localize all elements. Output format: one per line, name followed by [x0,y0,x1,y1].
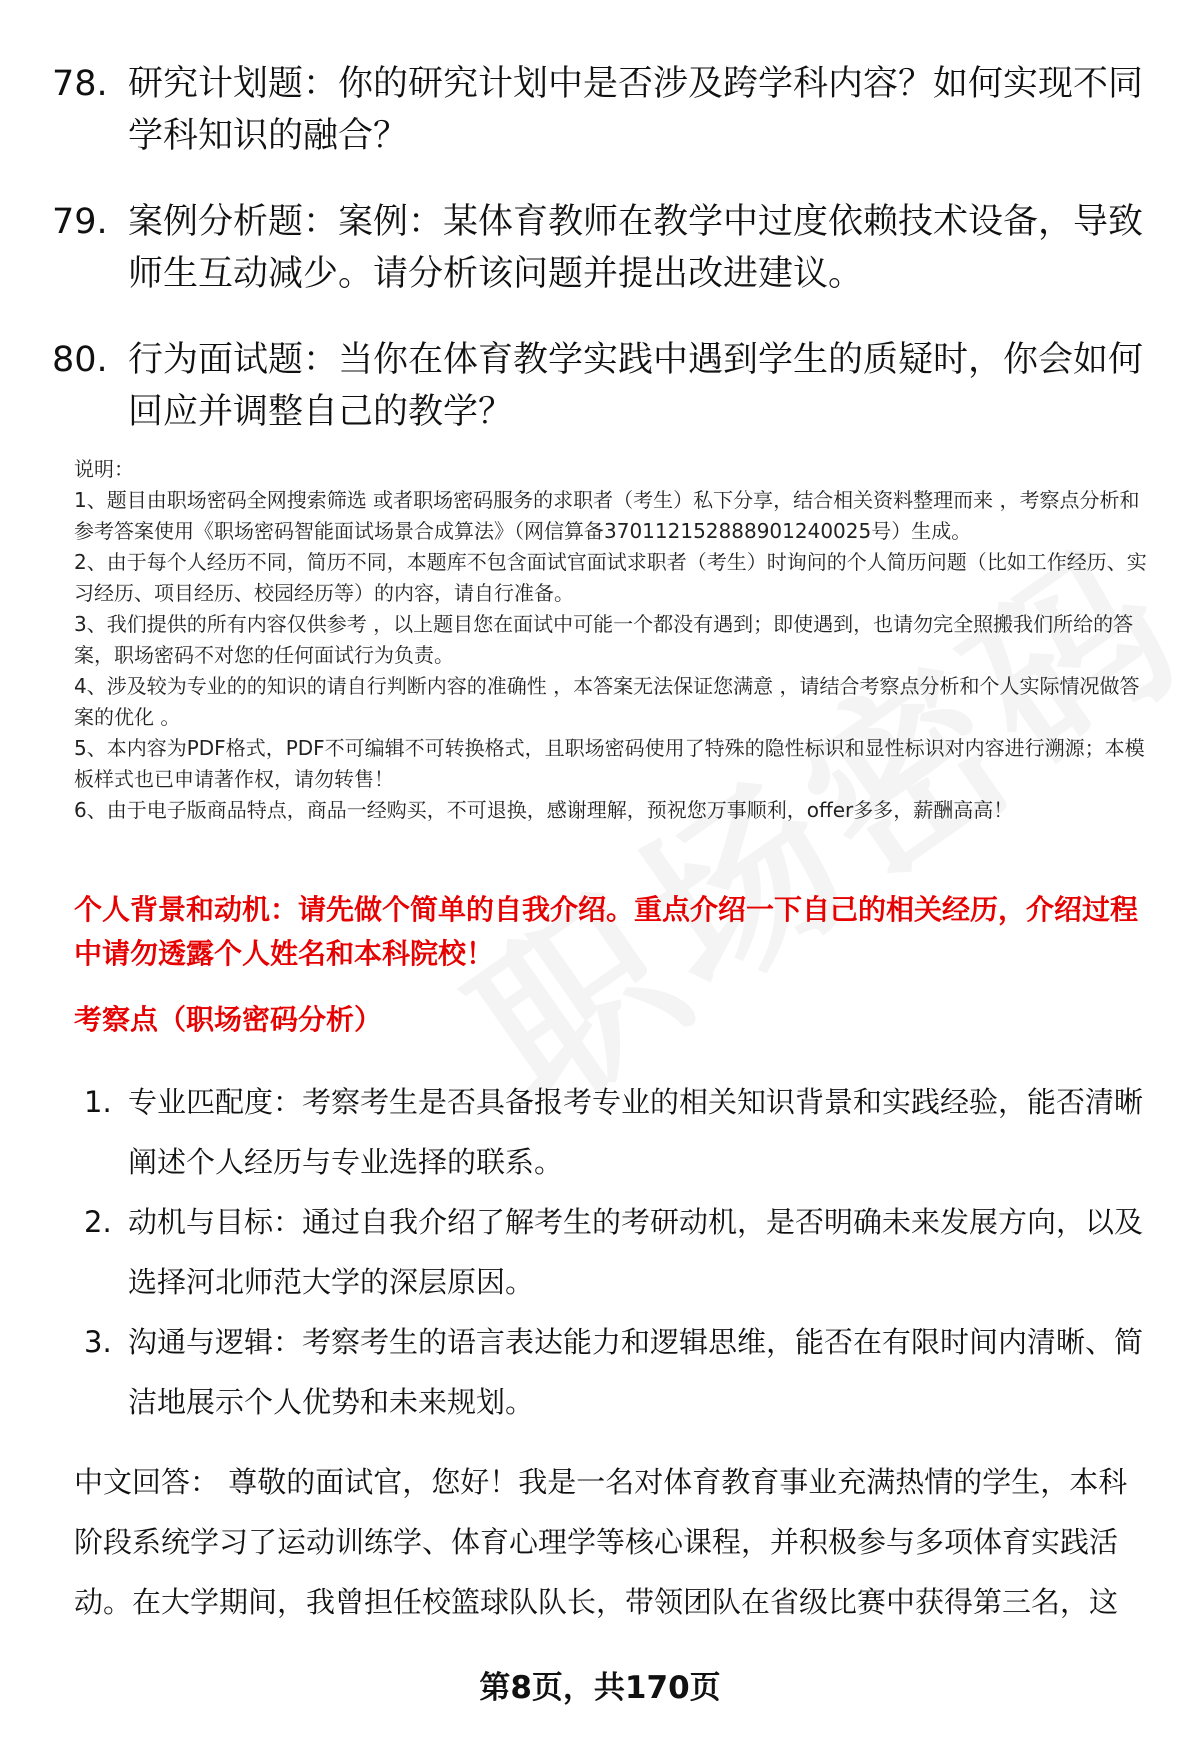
notes-title: 说明： [74,457,134,481]
notes-section [74,454,1154,826]
analysis-point [84,1312,1154,1432]
notes-item: 1、题目由职场密码全网搜索筛选 或者职场密码服务的求职者（考生）私下分享，结合相关资料整理而来 ，考察点分析和参考答案使用《职场密码智能面试场景合成算法》（网信算备370112152888901240025号）生成。 [74,488,1140,543]
answer-text: 中文回答： 尊敬的面试官，您好！我是一名对体育教育事业充满热情的学生，本科阶段系统学习了运动训练学、体育心理学等核心课程，并积极参与多项体育实践活动。在大学期间，我曾担任校篮球队队长，带领团队在省级比赛中获得第三名，这 [74,1465,1128,1619]
page-footer: 第8页，共170页 [479,1670,721,1706]
analysis-point [84,1192,1154,1312]
point-text: 沟通与逻辑：考察考生的语言表达能力和逻辑思维，能否在有限时间内清晰、简洁地展示个人优势和未来规划。 [128,1325,1144,1419]
question-number: 80. [52,340,108,380]
question-text: 行为面试题：当你在体育教学实践中遇到学生的质疑时，你会如何回应并调整自己的教学？ [128,340,1144,432]
point-number: 3. [84,1325,112,1359]
section-heading: 个人背景和动机：请先做个简单的自我介绍。重点介绍一下自己的相关经历，介绍过程中请勿透露个人姓名和本科院校！ [74,893,1139,970]
point-number: 1. [84,1085,112,1119]
notes-item: 5、本内容为PDF格式，PDF不可编辑不可转换格式，且职场密码使用了特殊的隐性标识和显性标识对内容进行溯源；本模板样式也已申请著作权，请勿转售！ [74,736,1145,791]
point-text: 专业匹配度：考察考生是否具备报考专业的相关知识背景和实践经验，能否清晰阐述个人经历与专业选择的联系。 [128,1085,1144,1179]
notes-item: 2、由于每个人经历不同，简历不同，本题库不包含面试官面试求职者（考生）时询问的个人简历问题（比如工作经历、实习经历、项目经历、校园经历等）的内容，请自行准备。 [74,550,1147,605]
notes-item: 4、涉及较为专业的的知识的请自行判断内容的准确性 ，本答案无法保证您满意 ，请结合考察点分析和个人实际情况做答案的优化 。 [74,674,1140,729]
notes-item: 3、我们提供的所有内容仅供参考 ，以上题目您在面试中可能一个都没有遇到；即使遇到，也请勿完全照搬我们所给的答案，职场密码不对您的任何面试行为负责。 [74,612,1134,667]
point-number: 2. [84,1205,112,1239]
question-text: 案例分析题：案例：某体育教师在教学中过度依赖技术设备，导致师生互动减少。请分析该问题并提出改进建议。 [128,202,1144,294]
question-number: 79. [52,202,108,242]
question-text: 研究计划题：你的研究计划中是否涉及跨学科内容？如何实现不同学科知识的融合？ [128,64,1144,156]
question-list [52,58,1152,472]
question-item [52,58,1152,162]
notes-item: 6、由于电子版商品特点，商品一经购买，不可退换，感谢理解，预祝您万事顺利，offer多多，薪酬高高！ [74,798,1014,822]
analysis-points [84,1072,1154,1432]
analysis-point [84,1072,1154,1192]
question-number: 78. [52,64,108,104]
question-item [52,334,1152,438]
question-item [52,196,1152,300]
point-text: 动机与目标：通过自我介绍了解考生的考研动机，是否明确未来发展方向，以及选择河北师范大学的深层原因。 [128,1205,1144,1299]
analysis-heading: 考察点（职场密码分析） [74,1003,383,1036]
